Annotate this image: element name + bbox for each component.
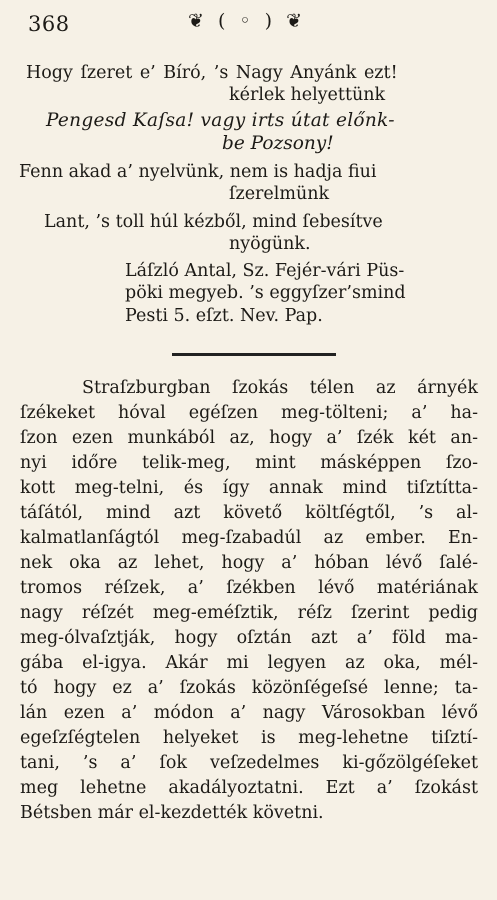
- prose-line: nagy réſzét meg-eméſztik, réſz ſzerint pedig: [20, 603, 478, 623]
- prose-line: tromos réſzek, a’ ſzékben lévő matériának: [20, 578, 478, 598]
- prose-line: Straſzburgban ſzokás télen az árnyék: [82, 378, 478, 398]
- poem-line: be Pozsony!: [222, 133, 334, 154]
- poem-line: Hogy ſzeret e’ Bíró, ’s Nagy Anyánk ezt!: [26, 63, 398, 83]
- prose-line: kott meg-telni, és így annak mind tiſztítta-: [20, 478, 478, 498]
- prose-line: tani, ’s a’ ſok veſzedelmes ki-gőzölgéſeket: [20, 753, 478, 773]
- prose-line: meg-ólvaſztják, hogy oſztán azt a’ föld ma-: [20, 628, 478, 648]
- poem-line: ſzerelmünk: [229, 184, 330, 204]
- prose-line: nyi időre telik-meg, mint másképpen ſzo-: [20, 453, 478, 473]
- prose-line: ſzon ezen munkából az, hogy a’ ſzék két an-: [20, 428, 478, 448]
- prose-line: kalmatlanſágtól meg-ſzabadúl az ember. En-: [20, 528, 478, 548]
- prose-line: tó hogy ez a’ ſzokás közönſégeſsé lenne; ta-: [20, 678, 478, 698]
- page-number: 368: [28, 12, 70, 36]
- poem-line: Pengesd Kaſsa! vagy irts útat előnk-: [46, 110, 395, 131]
- prose-line: nek oka az lehet, hogy a’ hóban lévő ſalé-: [20, 553, 478, 573]
- poem-line: pöki megyeb. ’s eggyſzer’smind: [125, 283, 406, 303]
- prose-line: meg lehetne akadályoztatni. Ezt a’ ſzokást: [20, 778, 478, 798]
- prose-line: táſától, mind azt követő költſégtől, ’s al-: [20, 503, 478, 523]
- poem-line: Lant, ’s toll húl kézből, mind ſebesítve: [44, 212, 383, 232]
- poem-line: Pesti 5. eſzt. Nev. Pap.: [125, 306, 323, 326]
- page-header: [0, 8, 497, 38]
- poem-line: Láſzló Antal, Sz. Fejér-vári Püs-: [125, 261, 405, 281]
- poem-line: kérlek helyettünk: [229, 85, 386, 105]
- poem-line: nyögünk.: [229, 234, 311, 254]
- poem-line: Fenn akad a’ nyelvünk, nem is hadja fiui: [19, 162, 377, 182]
- header-ornament: ❦ ( ◦ ) ❦: [188, 10, 307, 32]
- prose-line: egeſzſégtelen helyeket is meg-lehetne tiſztí-: [20, 728, 478, 748]
- prose-line: ſzékeket hóval egéſzen meg-tölteni; a’ ha-: [20, 403, 478, 423]
- prose-line: Bétsben már el-kezdették követni.: [20, 803, 324, 823]
- section-divider: [172, 353, 336, 356]
- prose-line: lán ezen a’ módon a’ nagy Városokban lévő: [20, 703, 478, 723]
- prose-line: gába el-igya. Akár mi legyen az oka, mél-: [20, 653, 478, 673]
